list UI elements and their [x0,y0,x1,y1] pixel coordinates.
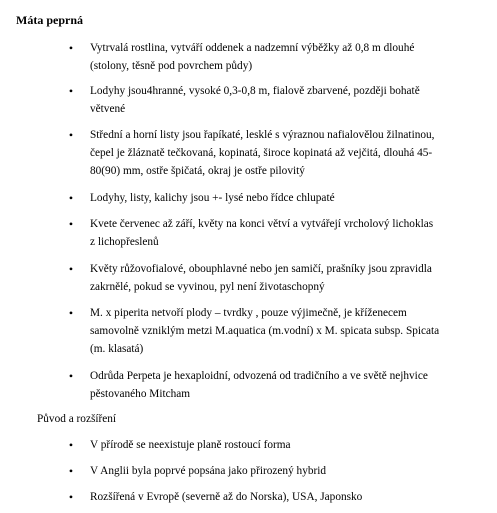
bullet-icon: • [68,306,74,320]
list-item [68,488,485,506]
list-item [68,126,485,180]
bullet-icon: • [68,128,74,142]
bullet-icon: • [68,490,74,504]
list-item-text: V přírodě se neexistuje planě rostoucí forma [90,439,291,451]
list-item-text: Lodyhy, listy, kalichy jsou +- lysé nebo řídce chlupaté [90,192,335,204]
bullet-icon: • [68,262,74,276]
list-item-text: M. x piperita netvoří plody – tvrdky , pouze výjimečně, je kříženecem samovolně vzniklým metzi M.aquatica (m.vodní) x M. spicata subsp. Spicata (m. klasatá) [90,307,440,355]
list-item [68,215,485,251]
list-item [68,462,485,480]
list-item-text: V Anglii byla poprvé popsána jako přirozený hybrid [90,465,327,477]
bullet-icon: • [68,438,74,452]
list-item-text: Odrůda Perpeta je hexaploidní, odvozená od tradičního a ve světě nejhvice pěstovaného Mitcham [90,370,428,400]
list-item-text: Lodyhy jsou4hranné, vysoké 0,3-0,8 m, fialově zbarvené, později bohatě větvené [90,85,420,115]
list-item [68,367,485,403]
list-item [68,304,485,358]
document-title: Máta peprná [16,13,83,27]
bullet-icon: • [68,217,74,231]
list-item-text: Rozšířená v Evropě (severně až do Norska), USA, Japonsko [90,491,363,503]
section-heading: Původ a rozšíření [37,413,117,425]
list-item [68,39,485,75]
bullet-icon: • [68,369,74,383]
bullet-icon: • [68,41,74,55]
list-item [68,260,485,296]
list-item [68,436,485,454]
list-item-text: Střední a horní listy jsou řapíkaté, lesklé s výraznou nafialovělou žilnatinou, čepel je žláznatě tečkovaná, kopinatá, široce kopinatá až vejčitá, dlouhá 45- 80(90) mm, ostře špičatá, okraj je ostře pilovitý [90,129,435,177]
list-item-text: Květy růžovofialové, obouphlavné nebo jen samičí, prašníky jsou zpravidla zakrnělé, pokud se vyvinou, pyl není životaschopný [90,263,432,293]
list-item-text: Vytrvalá rostlina, vytváří oddenek a nadzemní výběžky až 0,8 m dlouhé (stolony, těsně pod povrchem půdy) [90,42,415,72]
bullet-icon: • [68,464,74,478]
list-item-text: Kvete červenec až září, květy na konci větví a vytvářejí vrcholový lichoklas z lichopřeslenů [90,218,434,248]
list-item [68,189,485,207]
list-item [68,82,485,118]
bullet-icon: • [68,84,74,98]
bullet-icon: • [68,191,74,205]
